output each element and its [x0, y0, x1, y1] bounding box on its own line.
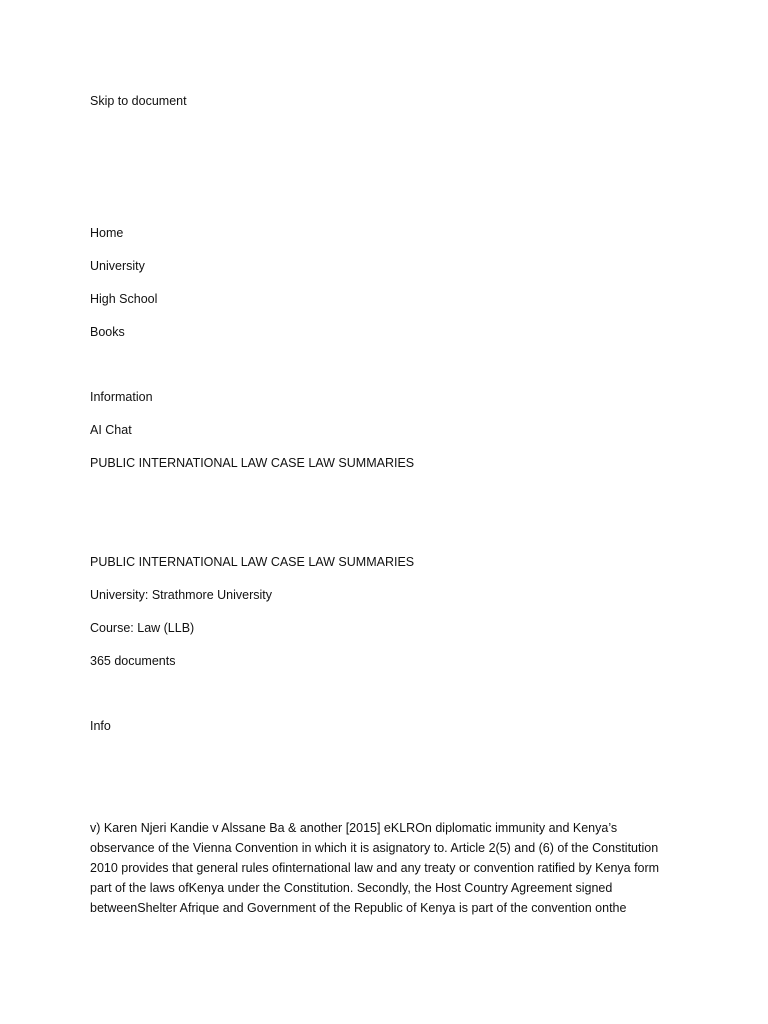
document-course[interactable]: Course: Law (LLB): [90, 621, 195, 635]
body-line: observance of the Vienna Convention in which it is asignatory to. Article 2(5) and (6) of the Constitution: [90, 841, 659, 855]
document-body: [90, 818, 690, 918]
nav-books[interactable]: Books: [90, 325, 125, 339]
body-line: 2010 provides that general rules ofinternational law and any treaty or convention ratified by Kenya form: [90, 861, 660, 875]
document-title: PUBLIC INTERNATIONAL LAW CASE LAW SUMMARIES: [90, 555, 415, 569]
document-university[interactable]: University: Strathmore University: [90, 588, 272, 602]
nav-university[interactable]: University: [90, 259, 145, 273]
info-button[interactable]: Info: [90, 719, 111, 733]
nav-information[interactable]: Information: [90, 390, 153, 404]
nav-home[interactable]: Home: [90, 226, 124, 240]
nav-ai-chat[interactable]: AI Chat: [90, 423, 132, 437]
header-title: PUBLIC INTERNATIONAL LAW CASE LAW SUMMARIES: [90, 456, 415, 470]
body-line: v) Karen Njeri Kandie v Alssane Ba & another [2015] eKLROn diplomatic immunity and Kenya’s: [90, 821, 618, 835]
skip-to-document-link[interactable]: Skip to document: [90, 94, 187, 108]
nav-high-school[interactable]: High School: [90, 292, 158, 306]
body-line: part of the laws ofKenya under the Constitution. Secondly, the Host Country Agreement signed: [90, 881, 613, 895]
documents-count: 365 documents: [90, 654, 176, 668]
body-line: betweenShelter Afrique and Government of the Republic of Kenya is part of the convention onthe: [90, 901, 627, 915]
